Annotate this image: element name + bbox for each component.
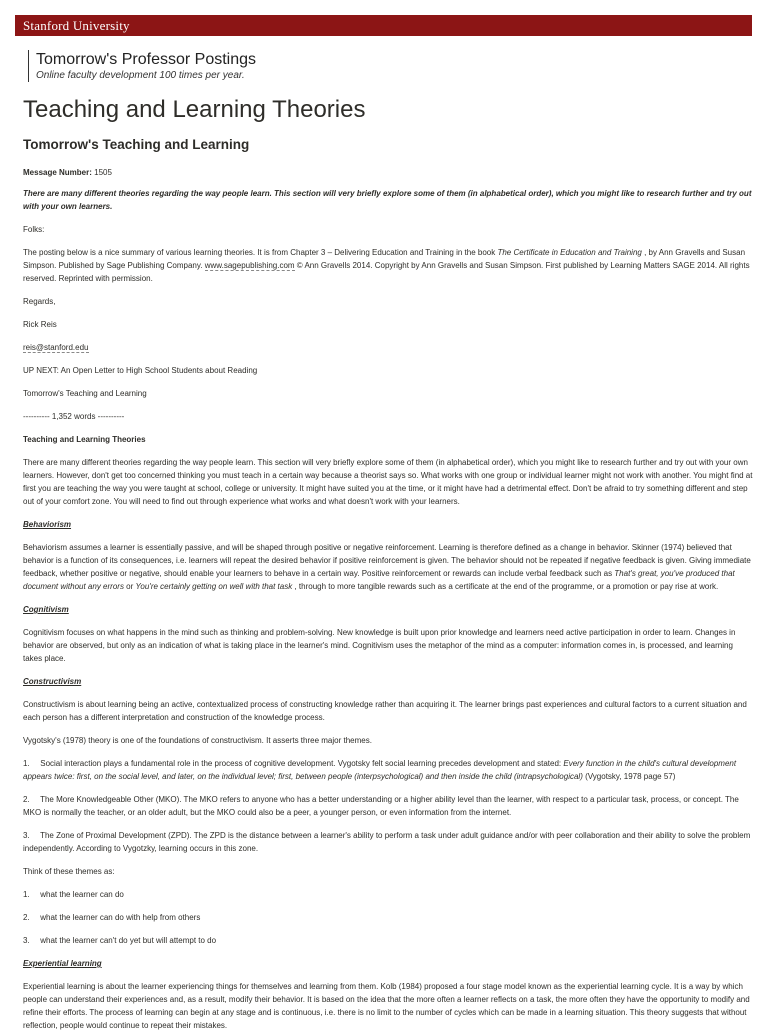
cognitivism-heading: Cognitivism (23, 605, 69, 614)
posting-text-c: © Ann Gravells 2014. Copyright by Ann Gravells and Susan Simpson. First published by Learning Matters SAGE 2014. All rights reserved. Reprinted with permission. (23, 261, 750, 283)
series-text: Tomorrow's Teaching and Learning (23, 389, 147, 398)
theme-2 (23, 793, 753, 819)
email-paragraph (23, 341, 753, 354)
email-link[interactable]: reis@stanford.edu (23, 343, 89, 352)
stanford-topbar (15, 15, 752, 36)
list-item-number: 3. (23, 936, 30, 945)
behaviorism-quote-2: You're certainly getting on well with that task (135, 582, 293, 591)
stanford-wordmark[interactable]: Stanford University (23, 18, 130, 33)
site-tagline: Online faculty development 100 times per year. (36, 70, 245, 81)
list-item-number: 1. (23, 890, 30, 899)
word-count: ---------- 1,352 words ---------- (23, 412, 125, 421)
section-title: Teaching and Learning Theories (23, 435, 146, 444)
sage-link[interactable]: www.sagepublishing.com (204, 261, 295, 270)
up-next-text: UP NEXT: An Open Letter to High School Students about Reading (23, 366, 258, 375)
article-content (23, 94, 753, 1032)
theme-1-text-b: (Vygotsky, 1978 page 57) (582, 772, 676, 781)
behaviorism-paragraph (23, 541, 753, 593)
list-item (23, 934, 753, 947)
vygotsky-paragraph: Vygotsky's (1978) theory is one of the foundations of constructivism. It asserts three major themes. (23, 736, 372, 745)
page-subtitle: Tomorrow's Teaching and Learning (23, 137, 250, 152)
theme-1 (23, 757, 753, 783)
theme-1-quote: Every function in the child's cultural development appears twice: first, on the social level, and later, on the individual level; first, between people (interpsychological) and then inside the child (intrapsychological) (23, 759, 737, 781)
list-item (23, 888, 753, 901)
theme-2-number: 2. (23, 795, 30, 804)
theme-3-text: The Zone of Proximal Development (ZPD). The ZPD is the distance between a learner's ability to perform a task under adult guidance and/or with peer collaboration and their ability to solve the problem independently. According to Vygotzky, learning occurs in this zone. (23, 831, 751, 853)
posting-paragraph (23, 246, 753, 285)
author-name: Rick Reis (23, 320, 57, 329)
site-title-link[interactable]: Tomorrow's Professor Postings (36, 51, 257, 68)
list-item (23, 911, 753, 924)
list-item-text: what the learner can do with help from others (40, 913, 201, 922)
theme-3 (23, 829, 753, 855)
constructivism-paragraph: Constructivism is about learning being an active, contextualized process of constructing knowledge rather than acquiring it. The learner brings past experiences and cultural factors to a current situation and each person has a different interpretation and construction of the knowledge process. (23, 700, 747, 722)
theme-1-number: 1. (23, 759, 30, 768)
message-number (23, 166, 753, 179)
theme-1-text-a: Social interaction plays a fundamental role in the process of cognitive development. Vygotsky felt social learning precedes development and stated: (40, 759, 564, 768)
behaviorism-heading: Behaviorism (23, 520, 72, 529)
folks-text: Folks: (23, 225, 45, 234)
book-title: The Certificate in Education and Training (497, 248, 642, 257)
experiential-heading: Experiential learning (23, 959, 102, 968)
site-header (28, 50, 256, 82)
theme-3-number: 3. (23, 831, 30, 840)
cognitivism-paragraph: Cognitivism focuses on what happens in the mind such as thinking and problem-solving. New knowledge is built upon prior knowledge and learners need active participation in order to learn. Changes in behavior are observed, but only as an indication of what is taking place in the learner's mind. Cognitivism uses the metaphor of the mind as a computer: information comes in, is processed, and learning takes place. (23, 628, 736, 663)
list-item-text: what the learner can do (40, 890, 124, 899)
behaviorism-quote-1: That's great, you've produced that document without any errors (23, 569, 735, 591)
constructivism-heading: Constructivism (23, 677, 82, 686)
posting-text-a: The posting below is a nice summary of various learning theories. It is from Chapter 3 – Delivering Education and Training in the book (23, 248, 498, 257)
page-title: Teaching and Learning Theories (23, 96, 366, 123)
regards-text: Regards, (23, 297, 56, 306)
overview-paragraph: There are many different theories regarding the way people learn. This section will very briefly explore some of them (in alphabetical order), which you might like to research further and try out with your own learners. However, don't get too concerned thinking you must teach in a certain way because a theorist says so. What works with one group or individual learner might not work with another. You might find at first you are teaching the way you were taught at school, college or university. It might have suited you at the time, or it might have had a detrimental effect. Don't be afraid to try something different and step out of your comfort zone. You will need to find out through experience what works and what doesn't work with your learners. (23, 458, 753, 506)
think-text: Think of these themes as: (23, 867, 115, 876)
message-number-value: 1505 (94, 168, 112, 177)
behaviorism-text-a: Behaviorism assumes a learner is essentially passive, and will be shaped through positive or negative reinforcement. Learning is therefore defined as a change in behavior. Skinner (1974) believed that behavior is a function of its consequences, i.e. learners will repeat the desired behavior if positive reinforcement is given. The behavior should not be repeated if negative feedback is given. Giving immediate feedback, whether positive or negative, should enable your learners to behave in a certain way. Positive reinforcement or rewards can include verbal feedback such as (23, 543, 751, 578)
posting-text-b: , by Ann Gravells and Susan Simpson. Published by Sage Publishing Company. (23, 248, 746, 270)
behaviorism-text-b: , through to more tangible rewards such as a certificate at the end of the programme, or a promotion or pay rise at work. (292, 582, 719, 591)
intro-text: There are many different theories regarding the way people learn. This section will very briefly explore some of them (in alphabetical order), which you might like to research further and try out with your own learners. (23, 189, 752, 211)
list-item-text: what the learner can't do yet but will attempt to do (40, 936, 217, 945)
list-item-number: 2. (23, 913, 30, 922)
theme-2-text: The More Knowledgeable Other (MKO). The MKO refers to anyone who has a better understanding or a higher ability level than the learner, with respect to a particular task, process, or concept. The MKO is normally the teacher, or an older adult, but the MKO could also be a peer, a younger person, or even information from the internet. (23, 795, 739, 817)
experiential-paragraph: Experiential learning is about the learner experiencing things for themselves and learning from them. Kolb (1984) proposed a four stage model known as the experiential learning cycle. It is a way by which people can understand their experiences and, as a result, modify their behavior. It is based on the idea that the more often a learner reflects on a task, the more often they have the opportunity to modify and refine their efforts. The process of learning can begin at any stage and is continuous, i.e. there is no limit to the number of cycles which can be made in a learning situation. This theory suggests that without reflection, people would continue to repeat their mistakes. (23, 982, 750, 1030)
behaviorism-text-mid: or (123, 582, 136, 591)
message-number-label: Message Number: (23, 168, 92, 177)
